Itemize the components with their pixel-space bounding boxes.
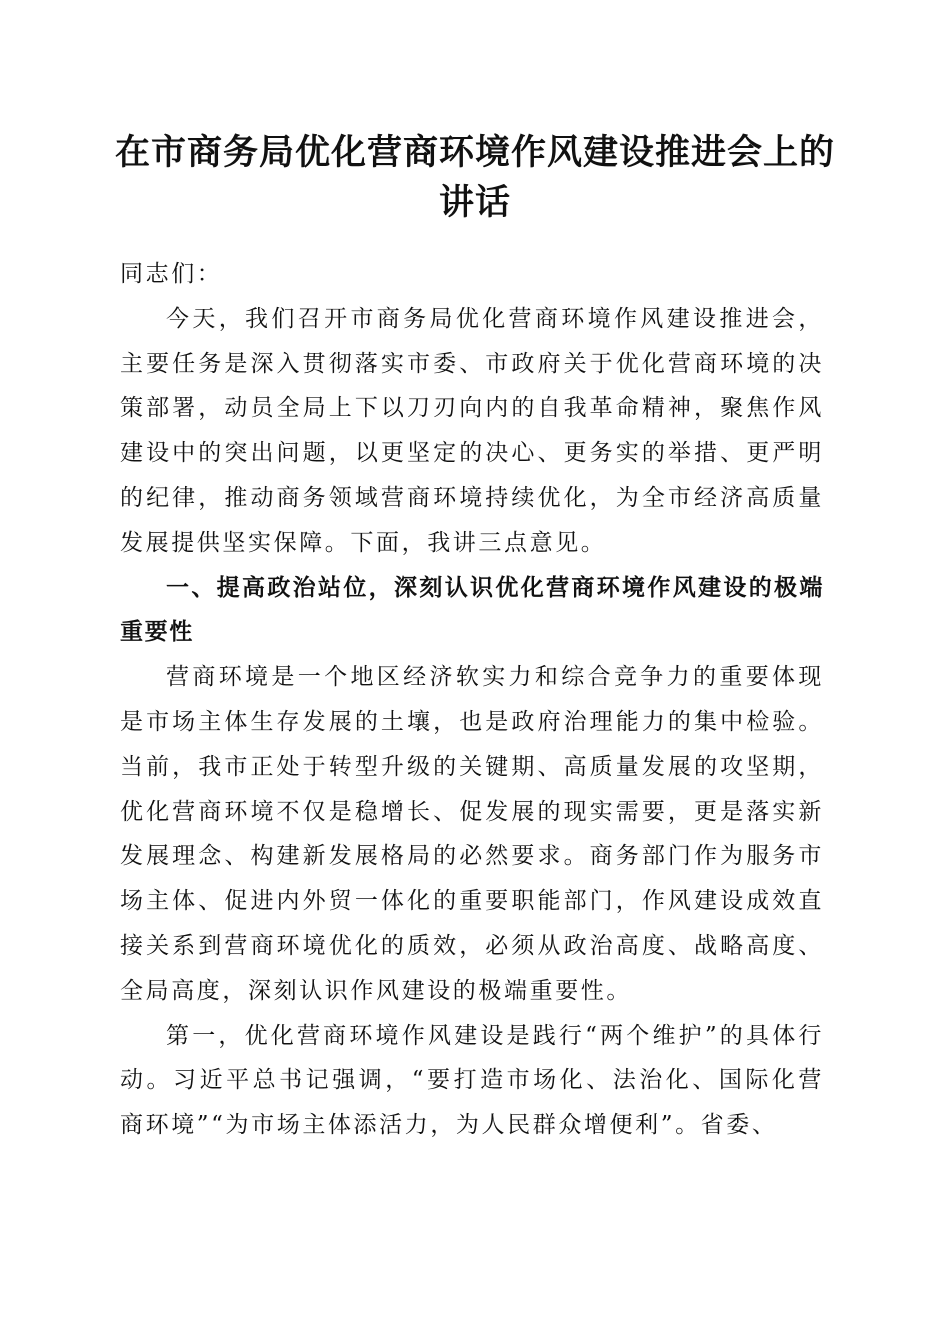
section-1-paragraph: 营商环境是一个地区经济软实力和综合竞争力的重要体现是市场主体生存发展的土壤，也是政府治理能力的集中检验。当前，我市正处于转型升级的关键期、高质量发展的攻坚期，优化营商环境不仅是稳增长、促发展的现实需要，更是落实新发展理念、构建新发展格局的必然要求。商务部门作为服务市场主体、促进内外贸一体化的重要职能部门，作风建设成效直接关系到营商环境优化的质效，必须从政治高度、战略高度、全局高度，深刻认识作风建设的极端重要性。 bbox=[120, 664, 824, 1004]
title-line-2: 讲话 bbox=[438, 182, 511, 223]
salutation: 同志们： bbox=[120, 261, 223, 287]
document-title bbox=[110, 128, 840, 228]
section-1-point-1-paragraph: 第一，优化营商环境作风建设是践行“两个维护”的具体行动。习近平总书记强调，“要打造市场化、法治化、国际化营商环境”“为市场主体添活力，为人民群众增便利”。省委、 bbox=[120, 1022, 824, 1139]
document-body bbox=[120, 252, 824, 1148]
title-line-1: 在市商务局优化营商环境作风建设推进会上的 bbox=[114, 132, 835, 173]
intro-paragraph: 今天，我们召开市商务局优化营商环境作风建设推进会，主要任务是深入贯彻落实市委、市政府关于优化营商环境的决策部署，动员全局上下以刀刃向内的自我革命精神，聚焦作风建设中的突出问题，以更坚定的决心、更务实的举措、更严明的纪律，推动商务领域营商环境持续优化，为全市经济高质量发展提供坚实保障。下面，我讲三点意见。 bbox=[120, 305, 824, 556]
section-heading-1: 一、提高政治站位，深刻认识优化营商环境作风建设的极端重要性 bbox=[120, 574, 824, 646]
